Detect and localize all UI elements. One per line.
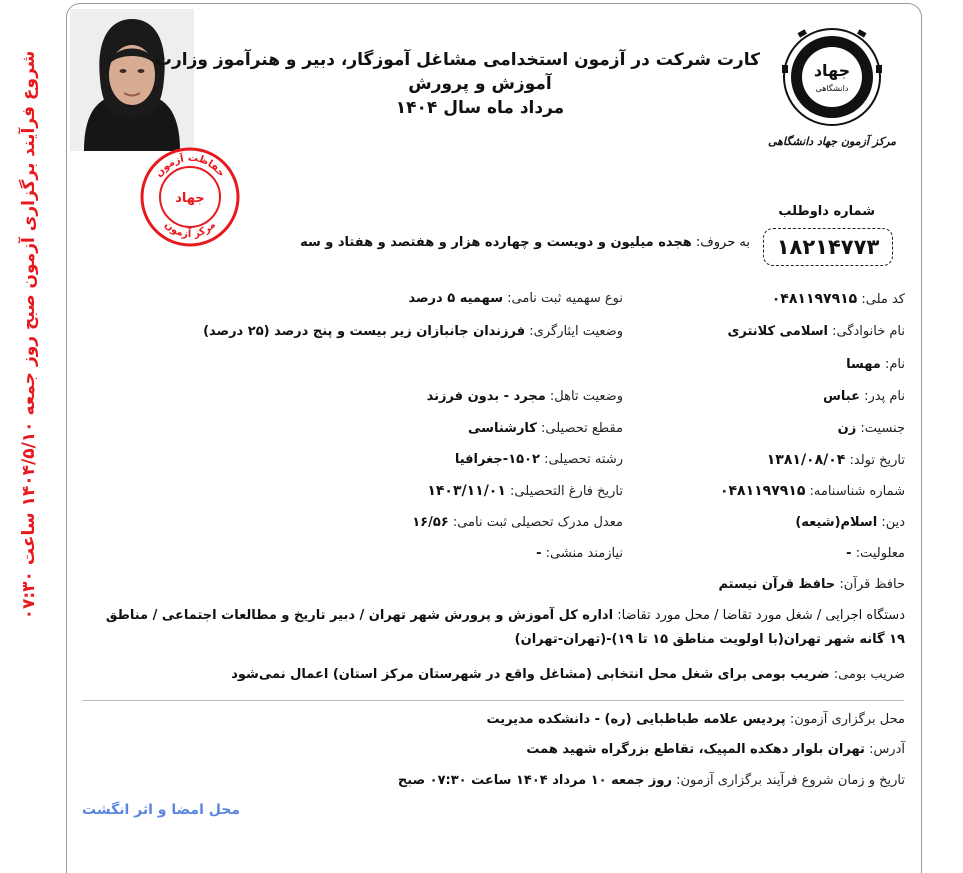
side-banner-text: شروع فرآیند برگزاری آزمون صبح روز جمعه ۱۴۰۴/۵/۱۰ ساعت ۰۷:۳۰ bbox=[19, 50, 39, 620]
field-graduation-date: تاریخ فارغ التحصیلی: ۱۴۰۳/۱۱/۰۱ bbox=[427, 483, 623, 499]
divider bbox=[82, 700, 904, 701]
title-line-3: مرداد ماه سال ۱۴۰۴ bbox=[395, 98, 565, 118]
field-disability: معلولیت: - bbox=[846, 546, 905, 561]
field-father-name: نام پدر: عباس bbox=[822, 389, 905, 404]
field-national-id: کد ملی: ۰۴۸۱۱۹۷۹۱۵ bbox=[771, 291, 905, 307]
exam-protection-stamp bbox=[138, 145, 242, 249]
field-family-name: نام خانوادگی: اسلامی کلانتری bbox=[727, 324, 905, 339]
title-line-2: آموزش و پرورش bbox=[408, 74, 552, 94]
field-quota: نوع سهمیه ثبت نامی: سهمیه ۵ درصد bbox=[408, 291, 623, 306]
logo-caption: مرکز آزمون جهاد دانشگاهی bbox=[767, 135, 897, 148]
field-agency-job-location: دستگاه اجرایی / شغل مورد تقاضا / محل مورد تقاضا: اداره کل آموزش و پرورش شهر تهران / دبیر تاریخ و مطالعات اجتماعی / مناطق ۱۹ گانه شهر تهران(با اولویت مناطق ۱۵ تا ۱۹)-(تهران-تهران) bbox=[105, 608, 905, 647]
field-native-coefficient: ضریب بومی: ضریب بومی برای شغل محل انتخابی (مشاغل واقع در شهرستان مرکز استان) اعمال نمی‌شود bbox=[231, 667, 905, 682]
field-gender: جنسیت: زن bbox=[837, 421, 905, 436]
logo-sub-text: دانشگاهی bbox=[815, 84, 849, 93]
field-address: آدرس: تهران بلوار دهکده المپیک، تقاطع بزرگراه شهید همت bbox=[526, 742, 905, 757]
field-degree: مقطع تحصیلی: کارشناسی bbox=[468, 421, 623, 436]
field-exam-datetime: تاریخ و زمان شروع فرآیند برگزاری آزمون: روز جمعه ۱۰ مرداد ۱۴۰۴ ساعت ۰۷:۳۰ صبح bbox=[397, 773, 905, 788]
field-marital-status: وضعیت تاهل: مجرد - بدون فرزند bbox=[426, 389, 623, 404]
page-title bbox=[154, 48, 760, 120]
candidate-number-box bbox=[763, 228, 893, 266]
stamp-top-text: حفاظت آزمون bbox=[153, 152, 227, 180]
title-line-1: کارت شرکت در آزمون استخدامی مشاغل آموزگار، دبیر و هنرآموز وزارت bbox=[154, 50, 760, 70]
words-label: به حروف: bbox=[695, 235, 750, 250]
candidate-number-words bbox=[300, 235, 750, 250]
candidate-number: ۱۸۲۱۴۷۷۳ bbox=[776, 235, 880, 259]
field-veteran-status: وضعیت ایثارگری: فرزندان جانبازان زیر بیست و پنج درصد (۲۵ درصد) bbox=[203, 324, 623, 339]
field-religion: دین: اسلام(شیعه) bbox=[795, 515, 905, 530]
field-major: رشته تحصیلی: ۱۵۰۲-جغرافیا bbox=[454, 452, 623, 467]
field-gpa: معدل مدرک تحصیلی ثبت نامی: ۱۶/۵۶ bbox=[412, 515, 623, 530]
signature-fingerprint-label: محل امضا و اثر انگشت bbox=[82, 802, 240, 818]
logo-main-text: جهاد bbox=[813, 61, 851, 80]
field-quran: حافظ قرآن: حافظ قرآن نیستم bbox=[718, 577, 905, 592]
side-banner bbox=[0, 0, 58, 865]
stamp-bottom-text: مرکز آزمون bbox=[162, 219, 218, 241]
field-exam-venue: محل برگزاری آزمون: پردیس علامه طباطبایی (ره) - دانشکده مدیریت bbox=[486, 712, 905, 727]
candidate-number-label: شماره داوطلب bbox=[778, 204, 875, 219]
jahad-logo-icon bbox=[767, 25, 897, 160]
stamp-center-text: جهاد bbox=[175, 191, 205, 206]
field-clerk-needed: نیازمند منشی: - bbox=[536, 546, 623, 561]
field-first-name: نام: مهسا bbox=[846, 357, 905, 372]
field-id-number: شماره شناسنامه: ۰۴۸۱۱۹۷۹۱۵ bbox=[719, 483, 905, 499]
field-birth-date: تاریخ تولد: ۱۳۸۱/۰۸/۰۴ bbox=[766, 452, 905, 468]
words-value: هجده میلیون و دویست و چهارده هزار و هفتصد و هفتاد و سه bbox=[300, 235, 692, 250]
candidate-photo bbox=[70, 9, 194, 151]
svg-text:مرکز آزمون bbox=[162, 219, 218, 240]
